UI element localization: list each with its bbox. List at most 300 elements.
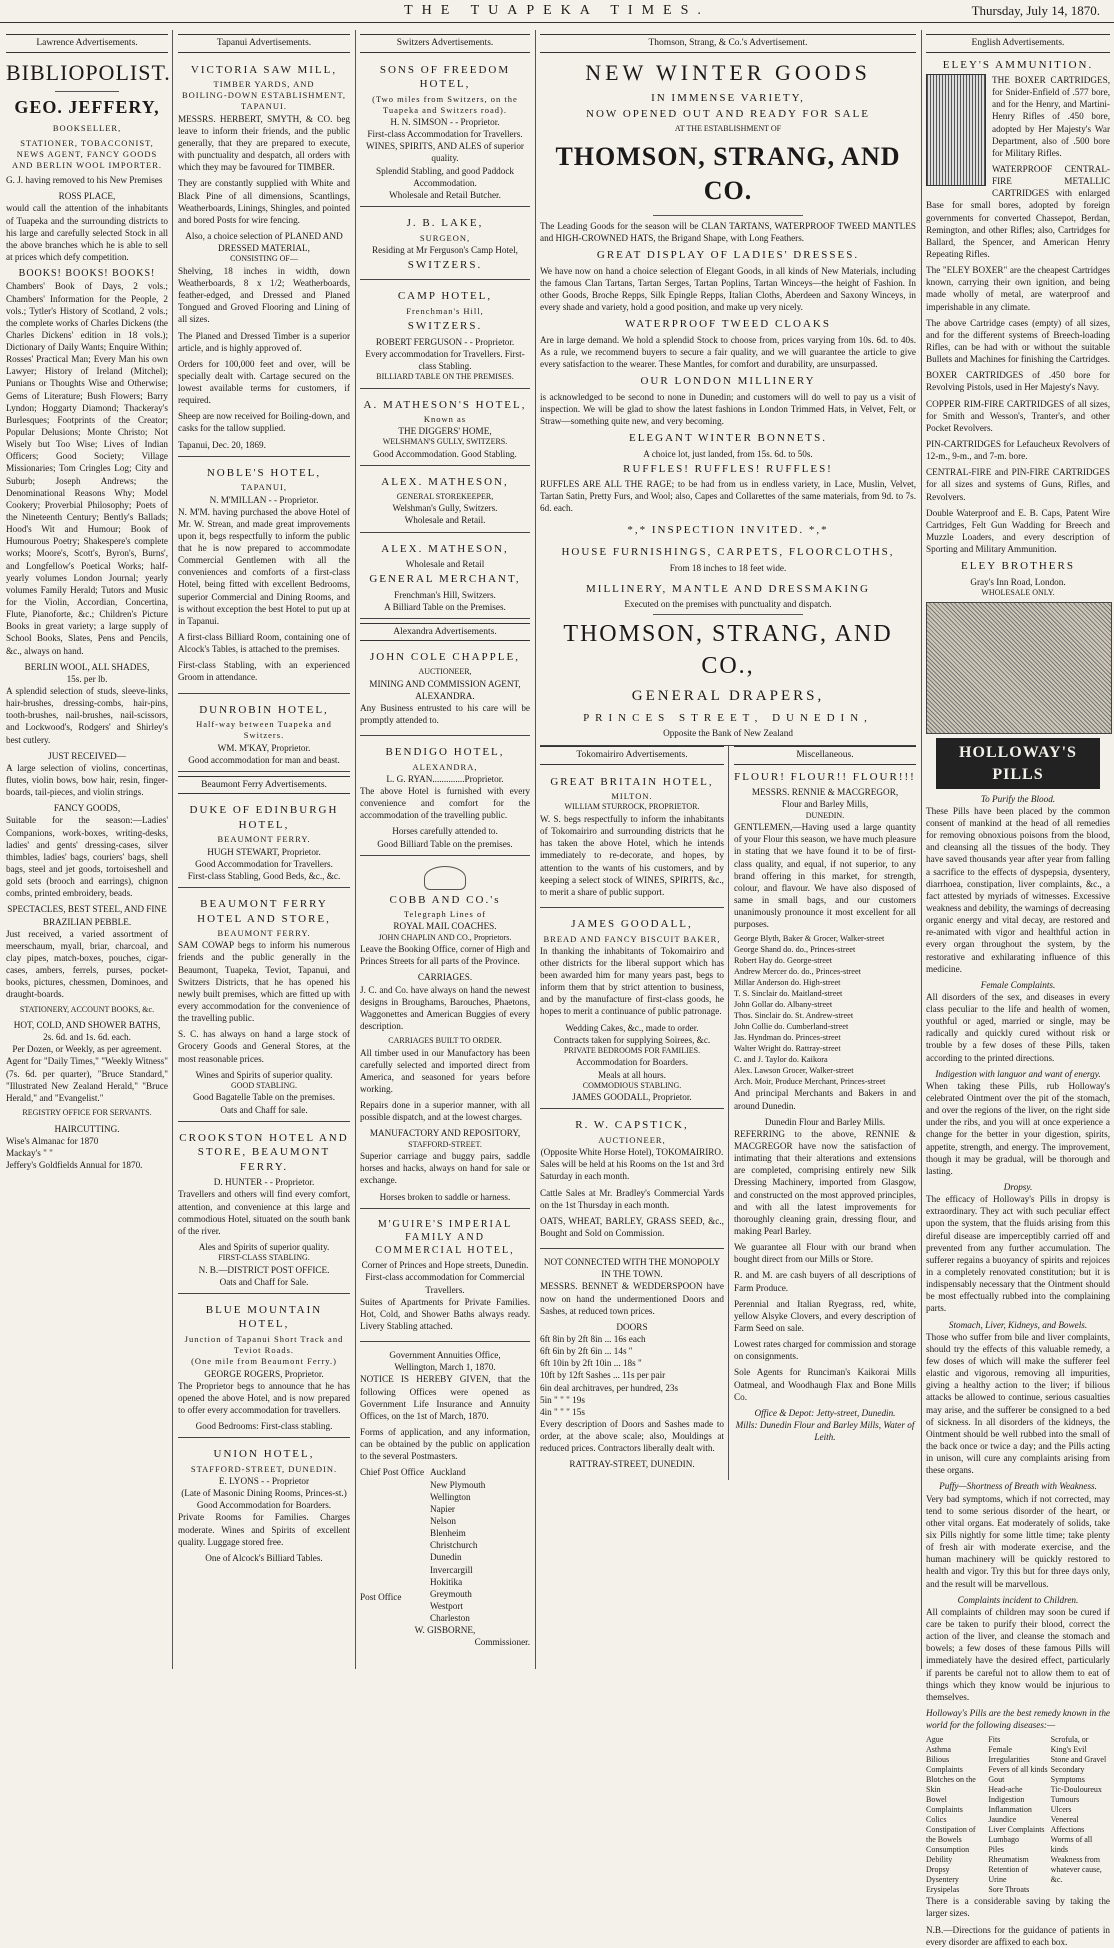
ad-capstick <box>540 1113 724 1249</box>
disease-item: Blotches on the Skin <box>926 1775 976 1795</box>
ad-subtitle: Wholesale and Retail <box>405 559 485 570</box>
proprietor: D. HUNTER - - Proprietor. <box>213 1177 315 1188</box>
ad-text: Leave the Booking Office, corner of High and Princes Streets for all parts of the Province. <box>360 944 530 967</box>
ad-subtitle: WHOLESALE ONLY. <box>981 587 1055 597</box>
ad-text: One of Alcock's Billiard Tables. <box>205 1552 323 1563</box>
office-item: Nelson <box>430 1515 457 1526</box>
ad-heading: CARRIAGES. <box>417 972 473 983</box>
ad-text: NOTICE IS HEREBY GIVEN, that the following Offices were opened as Government Life Insurance and Annuity Offices, on the 1st of March, 1870. <box>360 1374 530 1421</box>
ad-text: Good Accommodation for Boarders. <box>196 1500 332 1511</box>
ad-heading: BILLIARD TABLE ON THE PREMISES. <box>376 372 514 382</box>
ad-title: VICTORIA SAW MILL, <box>190 63 338 76</box>
office-item: Christchurch <box>430 1540 478 1551</box>
disease-item: Consumption <box>926 1845 970 1855</box>
ad-text: G. J. having removed to his New Premises <box>6 175 163 186</box>
issue-date: Thursday, July 14, 1870. <box>971 3 1100 18</box>
ad-heading: HOUSE FURNISHINGS, CARPETS, FLOORCLOTHS, <box>561 546 895 559</box>
disease-item: Bilious Complaints <box>926 1755 963 1775</box>
ad-text: Agent for "Daily Times," "Weekly Witness" (7s. 6d. per quarter), "Bruce Standard," "Illustrated New Zealand Herald," "Bruce Herald," and "Evangelist." <box>6 1056 168 1103</box>
firm-name: THOMSON, STRANG, AND CO., <box>563 621 893 680</box>
ad-text: Perennial and Italian Ryegrass, red, white, yellow Alsyke Clovers, and every description of Farm Seed on sale. <box>733 1298 916 1334</box>
ad-heading: Female Complaints. <box>980 979 1056 990</box>
ad-text: Travellers and others will find every comfort, attention, and convenience at this large and commodious Hotel, situated on the south bank of the river. <box>178 1189 350 1236</box>
firm-address: PRINCES STREET, DUNEDIN, <box>583 711 873 724</box>
ad-subtitle: SWITZERS. <box>407 320 483 333</box>
ad-text: In thanking the inhabitants of Tokomairiro and other districts for the liberal support which has been awarded him for many years past, begs to inform them that by strict attention to business, and by the manufacture of first-class goods, he hopes to merit a continuance of public patronage. <box>540 945 724 1017</box>
column-tapanui <box>178 34 350 1664</box>
column-lawrence <box>6 34 171 1664</box>
proprietor: H. N. SIMSON - - Proprietor. <box>390 117 500 127</box>
ad-subtitle: STAFFORD-STREET, DUNEDIN. <box>190 1463 338 1474</box>
ad-text: Residing at Mr Ferguson's Camp Hotel, <box>372 244 518 255</box>
column-header: Beaumont Ferry Advertisements. <box>178 776 350 795</box>
disease-item: Stone and Gravel <box>1050 1755 1107 1765</box>
office-item: New Plymouth <box>430 1479 486 1490</box>
ad-bendigo-hotel <box>360 740 530 856</box>
ad-text: W. S. begs respectfully to inform the inhabitants of Tokomairiro and surrounding districts that he has taken the above Hotel, which he intends immediately to re-decorate, and hopes, by attention to the wants of his customers, and by keeping a select stock of WINES, SPIRITS, &c., to merit a share of public support. <box>540 814 724 897</box>
ad-title: UNION HOTEL, <box>213 1448 315 1461</box>
ad-heading: Puffy—Shortness of Breath with Weakness. <box>939 1481 1097 1492</box>
signatory-title: Commissioner. <box>474 1637 530 1648</box>
ad-heading: JUST RECEIVED— <box>48 750 126 761</box>
ad-text: Private Rooms for Families. Charges moderate. Wines and Spirits of excellent quality. Luggage stored free. <box>178 1512 350 1547</box>
ad-text: MESSRS. BENNET & WEDDERSPOON have now on hand the undermentioned Doors and Sashes, at reduced town prices. <box>540 1281 724 1316</box>
column-rule <box>921 30 922 1669</box>
ad-text: Chambers' Book of Days, 2 vols.; Chambers' Information for the People, 2 vols.; Tytler's History of Scotland, 2 vols.; the complete works of Charles Dickens (the Charles Dickens' edition in 18 vols.); Dictionary of Daily Wants; Enquire Within; Rosses' Practical Man; Every Man his own Lawyer; History of Ireland (Mitchel); Punians or Thoughts Wise and Otherwise; Gems of Literature; Bush Flowers; Barry Lyndon; Hoggarty Diamond; Thackeray's Burlesques; Footprints of the Creator; Popular Delusions; Monte Christo; Not Wisely but Too Wise; Lives of Indian Officers; Good Society; Village Missionaries; Tom Cringles Log; City and Suburb; Joseph Andrews; the Denominational Reasons Why; Model Cookery; Proverbial Philosophy; Poets of the Nineteenth Century; Bently's Ballads; Hood's Wit and Humour; Book of Humourous Poetry; Shakespere's complete works; Moore's, Scott's, Byron's, Burns', and Longfellow's Poetical Works; half-yearly volumes London Journal; yearly volumes Family Herald; Tutors and Music for the Violin, Accordian, Concertina, Flute, Pianoforte, &c.; Children's Picture Books in great variety; a large supply of School Books, Slates, Pens and Pencils, &c., always on hand. <box>6 281 168 656</box>
disease-item: Asthma <box>926 1745 951 1755</box>
proprietor: N. M'MILLAN - - Proprietor. <box>209 494 319 505</box>
ad-text: Sole Agents for Runciman's Kaikorai Mills Oatmeal, and Woodhaugh Flax and Bone Mills Co. <box>733 1367 916 1402</box>
ad-text: The above Hotel is furnished with every convenience and comfort for the accommodation of the travelling public. <box>360 785 530 821</box>
column-rule <box>535 30 536 1669</box>
ad-text: The Leading Goods for the season will be CLAN TARTANS, WATERPROOF TWEED MANTLES and HIGH-CROWNED HATS, the Brigand Shape, with Long Feathers. <box>540 220 916 243</box>
ad-text: WINES, SPIRITS, AND ALES of superior quality. <box>366 141 524 164</box>
ad-text: Accommodation for Boarders. <box>575 1057 688 1068</box>
disease-item: Fits <box>988 1735 1001 1745</box>
ad-subtitle: (Opposite White Horse Hotel), TOKOMAIRIRO. <box>540 1147 724 1158</box>
disease-item: Sore Throats <box>988 1885 1030 1895</box>
office-table <box>360 1466 530 1624</box>
column-switzers <box>360 34 530 1664</box>
disease-list <box>926 1735 1110 1895</box>
ad-text: would call the attention of the inhabitants of Tuapeka and the surrounding districts to his large and carefully selected Stock in all the above branches which he is able to sell at prices which defy competition. <box>6 203 168 263</box>
disease-item: Indigestion <box>988 1795 1025 1805</box>
door-price-row: 4in " " " 15s <box>540 1406 585 1417</box>
ad-heading: N. B.—DISTRICT POST OFFICE. <box>198 1264 330 1275</box>
door-price-row: 6ft 10in by 2ft 10in ... 18s " <box>540 1358 642 1369</box>
ad-text: CENTRAL-FIRE and PIN-FIRE CARTRIDGES for all sizes and systems of Guns, Rifles, and Revolvers. <box>926 467 1110 502</box>
signer-row: Thos. Sinclair do. St. Andrew-street <box>733 1010 854 1020</box>
lower-section <box>540 745 916 1479</box>
ad-text: Holloway's Pills are the best remedy known in the world for the following diseases:— <box>926 1707 1110 1731</box>
ad-heading: OUR LONDON MILLINERY <box>640 375 816 388</box>
almanac-line: Mackay's " " <box>6 1147 53 1158</box>
disease-item: Scrofula, or King's Evil <box>1050 1735 1089 1755</box>
ad-subtitle: Government Annuities Office, <box>389 1350 501 1361</box>
signer-row: T. S. Sinclair do. Maitland-street <box>733 989 843 999</box>
office-item: Hokitika <box>430 1576 463 1587</box>
ad-address: Mills: Dunedin Flour and Barley Mills, Water of Leith. <box>735 1420 915 1443</box>
divider <box>653 215 803 216</box>
ad-alex-matheson-merchant <box>360 537 530 619</box>
ad-text: Splendid Stabling, and good Paddock Accommodation. <box>375 165 515 188</box>
ad-subtitle: Flour and Barley Mills, <box>781 799 869 810</box>
holloway-engraving-illustration <box>926 602 1112 734</box>
ad-text: THE BOXER CARTRIDGES, for Snider-Enfield of .577 bore, and for the Henry, and Martini-Henry Rifles of .450 bore, adopted by Her Majesty's War Department, also of .500 bore for Military Rifles. <box>992 75 1110 158</box>
ad-text: GENTLEMEN,—Having used a large quantity of your Flour this season, we have much pleasure in stating that we have found it to be of first-class quality, and equal, if not superior, to any brand offering in this market, for strength, colour, and flavour. We have also disposed of same in small bags, and our customers unanimously pronounce it most excellent for all purposes. <box>733 822 916 930</box>
ad-heading: Stomach, Liver, Kidneys, and Bowels. <box>948 1319 1088 1330</box>
ad-title: J. B. LAKE, <box>406 216 484 229</box>
ad-text: Wholesale and Retail. <box>404 515 486 526</box>
signer-row: Robert Hay do. George-street <box>733 956 832 966</box>
ad-subtitle: IN IMMENSE VARIETY, <box>651 91 805 104</box>
ad-address: RATTRAY-STREET, DUNEDIN. <box>569 1459 695 1470</box>
ad-title: R. W. CAPSTICK, <box>575 1119 689 1132</box>
ad-text: Wedding Cakes, &c., made to order. <box>565 1022 699 1033</box>
ad-text: First-class Accommodation for Travellers. <box>367 129 523 140</box>
ad-heading: Dropsy. <box>1003 1182 1033 1193</box>
ad-subtitle: (One mile from Beaumont Ferry.) <box>191 1356 337 1367</box>
ad-text: Horses broken to saddle or harness. <box>379 1191 511 1202</box>
disease-item: Rheumatism <box>988 1855 1029 1865</box>
trade-line: STATIONER, TOBACCONIST, NEWS AGENT, FANCY GOODS AND BERLIN WOOL IMPORTER. <box>11 137 163 170</box>
ad-subtitle: MINING AND COMMISSION AGENT, <box>369 678 521 689</box>
ad-text: Good Bagatelle Table on the premises. <box>192 1092 336 1103</box>
ad-subtitle: GENERAL MERCHANT, <box>369 573 521 586</box>
ad-text: Shelving, 18 inches in width, down Weatherboards, 8 x 1/2; Weatherboards, feather-edged, and Dressed and Planed Tongued and Groved Flooring and Lining of all sizes. <box>178 265 350 325</box>
ad-heading: RUFFLES! RUFFLES! RUFFLES! <box>623 462 833 475</box>
ad-heading: CARRIAGES BUILT TO ORDER. <box>388 1036 502 1046</box>
disease-item: Constipation of the Bowels <box>926 1825 976 1845</box>
ad-title: ELEY'S AMMUNITION. <box>942 58 1094 71</box>
ad-title: FLOUR! FLOUR!! FLOUR!!! <box>734 770 916 783</box>
ad-text: Ales and Spirits of superior quality. <box>198 1241 330 1252</box>
ad-text: We have now on hand a choice selection of Elegant Goods, in all kinds of New Materials, including the famous Clan Tartans, Tartan Serges, Tartan Poplins, Tartan Winceys—the height of Fashion. In other Goods, Broche Repps, Silk Epingle Repps, Italian Cloths, Aberdeen and Saxony Winceys, in every shade and variety, hold a good position, and make up very nicely. <box>540 265 916 312</box>
trade-line: BOOKSELLER, <box>52 123 122 134</box>
ad-text: The Proprietor begs to announce that he has opened the above Hotel, and is now prepared to offer every accommodation for travellers. <box>178 1380 350 1415</box>
ad-subtitle: (Two miles from Switzers, on the Tuapeka and Switzers road). <box>372 93 518 115</box>
ad-bennet-wedderspoon <box>540 1253 724 1475</box>
ad-text: is acknowledged to be second to none in Dunedin; and customers will do well to pay us a visit of inspection. We will be glad to show the latest fashions in London Trimmed Hats, in Velvet, Felt, or Straw—something quite new, and very becoming. <box>540 391 916 426</box>
divider <box>653 614 803 615</box>
signer-row: Millar Anderson do. High-street <box>733 978 841 988</box>
ad-cobb-and-co <box>360 860 530 1209</box>
ad-date: Tapanui, Dec. 20, 1869. <box>178 439 266 450</box>
ad-subtitle: TAPANUI, <box>241 482 287 493</box>
ad-heading: ROSS PLACE, <box>58 191 116 202</box>
divider <box>55 91 120 92</box>
ad-camp-hotel <box>360 284 530 388</box>
ad-subtitle: ROYAL MAIL COACHES. <box>393 921 497 932</box>
ad-subtitle: AUCTIONEER, <box>598 1134 666 1145</box>
disease-item: Head-ache <box>988 1785 1023 1795</box>
ad-heading: COMMODIOUS STABLING. <box>582 1080 682 1090</box>
ad-text: Meals at all hours. <box>598 1069 666 1080</box>
ad-text: Sales will be held at his Rooms on the 1st and 3rd Saturday in each month. <box>540 1159 724 1182</box>
ad-subtitle: THE DIGGERS' HOME, <box>398 426 492 437</box>
ad-heading: Dunedin Flour and Barley Mills. <box>764 1116 886 1127</box>
ad-subtitle: Known as <box>423 414 467 425</box>
column-thomson-strang <box>540 34 916 1664</box>
ad-heading: REGISTRY OFFICE FOR SERVANTS. <box>22 1108 152 1118</box>
ad-lake-surgeon <box>360 211 530 280</box>
disease-item: Debility <box>926 1855 953 1865</box>
signer-row: Arch. Moir, Produce Merchant, Princes-street <box>733 1076 886 1086</box>
disease-item: Retention of Urine <box>988 1865 1029 1885</box>
ad-subtitle: Junction of Tapanui Short Track and Teviot Roads. <box>184 1333 344 1356</box>
ad-title: CAMP HOTEL, <box>397 290 493 303</box>
ad-text: Good Accommodation. Good Stabling. <box>373 449 517 460</box>
ad-text: REFERRING to the above, RENNIE & MACGREGOR have now the satisfaction of intimating that their alterations and extensions are completed, comprising entirely new Silk Dressing Machinery, imported from Glasgow, and constructed on the most approved principles, and with all the latest improvements for thoroughly cleaning grain, dressing flour, and making Pearl Barley. <box>733 1128 916 1237</box>
ad-text: BOXER CARTRIDGES of .450 bore for Revolving Pistols, used in Her Majesty's Navy. <box>926 370 1110 393</box>
column-header: Tokomairiro Advertisements. <box>540 746 724 765</box>
proprietor: GEORGE ROGERS, Proprietor. <box>204 1368 324 1379</box>
disease-item: Liver Complaints <box>988 1825 1045 1835</box>
disease-item: Dysentery <box>926 1875 959 1885</box>
column-header: Tapanui Advertisements. <box>178 34 350 53</box>
ad-sons-of-freedom <box>360 58 530 207</box>
ad-crookston-hotel <box>178 1126 350 1294</box>
proprietor: JAMES GOODALL, Proprietor. <box>572 1092 692 1103</box>
ad-text: There is a considerable saving by taking the larger sizes. <box>926 1896 1110 1919</box>
office-item: Invercargill <box>430 1564 473 1575</box>
ad-title: BENDIGO HOTEL, <box>385 746 505 759</box>
ad-text: Those who suffer from bile and liver complaints, should try the effects of this valuable remedy, a few doses of which will make the sufferer feel elastic and vigorous, removing all impurities, giving a healthy action to the liver; if bilious attacks be allowed to continue, serious casualties may arise, and the sufferer be consigned to a bed of sickness. In all disorders of the kidneys, the Ointment should be well rubbed into the small of the back once or twice a day; and the Pills acting in unison, will cure any complaints arising from these organs. <box>926 1331 1110 1476</box>
ad-subtitle: ALEXANDRA. <box>415 690 475 701</box>
ad-title: DUNROBIN HOTEL, <box>199 703 329 716</box>
office-list <box>430 1466 485 1624</box>
ad-subtitle: Frenchman's Hill, Switzers. <box>394 589 496 600</box>
ad-text: A splendid selection of studs, sleeve-links, hair-brushes, dressing-combs, hair-pins, tooth-brushes, nail-brushes, nail-scissors, and Lockwood's, Rodgers' and Shirley's best cutlery. <box>6 686 168 745</box>
ad-text: Sheep are now received for Boiling-down, and casks for the tallow supplied. <box>178 411 350 434</box>
ad-government-annuities <box>360 1346 530 1653</box>
ad-text: Just received, a varied assortment of meerschaum, myall, briar, charcoal, and clay pipes, match-boxes, pouches, cigar-cases, ambers, ferrels, purses, pocket-books, pictures, chessmen, Dominoes, and draught-boards. <box>6 928 168 1000</box>
ad-text: All disorders of the sex, and diseases in every class peculiar to the life and health of women, youthful or aged, married or single, may be radically and quickly cured without risk or trouble by a few doses of these Pills, taken according to the printed directions. <box>926 991 1110 1063</box>
royal-crest-icon <box>424 866 466 890</box>
ad-text: Double Waterproof and E. B. Caps, Patent Wire Cartridges, Felt Gun Wadding for Breech and Muzzle Loaders, and every description of Sporting and Military Ammunition. <box>926 507 1110 555</box>
disease-item: Colics <box>926 1815 947 1825</box>
ad-text: Lowest rates charged for commission and storage on consignments. <box>733 1339 916 1362</box>
ad-subtitle: (Late of Masonic Dining Rooms, Princes-st.) <box>181 1488 347 1499</box>
ad-subtitle: AUCTIONEER, <box>418 667 472 676</box>
proprietor: WILLIAM STURROCK, PROPRIETOR. <box>564 802 700 812</box>
ad-subtitle: SWITZERS. <box>407 258 483 271</box>
ad-title: A. MATHESON'S HOTEL, <box>363 398 527 411</box>
column-english <box>926 34 1110 1947</box>
ad-address: Office & Depot: Jetty-street, Dunedin. <box>754 1407 896 1418</box>
signer-row: C. and J. Taylor do. Kaikora <box>733 1054 828 1064</box>
ad-mcguires-hotel <box>360 1213 530 1342</box>
ad-text: A choice lot, just landed, from 15s. 6d. to 50s. <box>643 448 813 459</box>
masthead <box>0 0 1114 23</box>
ad-subtitle: SURGEON, <box>419 232 471 243</box>
ad-text: COPPER RIM-FIRE CARTRIDGES of all sizes, for Smith and Wesson's, Tranter's, and other Pocket Revolvers. <box>926 398 1110 433</box>
office-item: Greymouth <box>430 1588 472 1599</box>
ad-text: Suitable for the season:—Ladies' Companions, work-boxes, writing-desks, ladies' and gents' dressing-cases, silver thimbles, ladies' bags, couriers' bags, shell bags, steel and jet goods, tortoiseshell and gold sets (brooch and earrings), chignon combs, printed embroidery, beads. <box>6 815 168 899</box>
ad-text: First-class Stabling, Good Beds, &c., &c. <box>187 870 341 881</box>
ad-text: N. M'M. having purchased the above Hotel of Mr. W. Strean, and made great improvements upon it, begs respectfully to inform the public that he is now prepared to accommodate Commercial Gentlemen with all the conveniences and comforts of a first-class Hotel, being fitted with excellent Bedrooms, superior Commercial and Dining Rooms, and is without exception the best Hotel to put up at in Tapanui. <box>178 506 350 626</box>
proprietor: L. G. RYAN..............Proprietor. <box>386 773 504 784</box>
ad-text: When taking these Pills, rub Holloway's celebrated Ointment over the pit of the stomach, and over the regions of the liver, on the right side under the ribs, and you will at once experience a change for the better in your digestion, spirits, appetite, strength, and energy. The improvement, though it may be gradual, will be thorough and lasting. <box>926 1080 1110 1176</box>
ad-text: Wines and Spirits of superior quality. <box>195 1069 333 1080</box>
ad-text: We guarantee all Flour with our brand when bought direct from our Mills or Store. <box>733 1242 916 1265</box>
signatory: W. GISBORNE, <box>414 1625 476 1636</box>
disease-item: Piles <box>988 1845 1004 1855</box>
ad-text: MESSRS. HERBERT, SMYTH, & CO. beg leave to inform their friends, and the public generally, that they are prepared to execute, with punctuality and despatch, all orders with which they may be favoured for TIMBER. <box>178 113 350 173</box>
ad-nobles-hotel <box>178 461 350 694</box>
ad-mathesons-hotel <box>360 393 530 467</box>
disease-item: Erysipelas <box>926 1885 960 1895</box>
column-rule <box>355 30 356 1669</box>
ad-title: ALEX. MATHESON, <box>381 476 509 489</box>
ad-title: ALEX. MATHESON, <box>381 542 509 555</box>
door-price-row: 6ft 8in by 2ft 8in ... 16s each <box>540 1333 646 1344</box>
ad-text: A Billiard Table on the Premises. <box>384 601 506 612</box>
ad-text: PIN-CARTRIDGES for Lefaucheux Revolvers of 12-m., 9-m., and 7-m. bore. <box>926 438 1110 462</box>
ad-heading: STATIONERY, ACCOUNT BOOKS, &c. <box>19 1004 155 1014</box>
ad-heading: FIRST-CLASS STABLING. <box>218 1253 310 1263</box>
almanac-line: Wise's Almanac for 1870 <box>6 1135 99 1146</box>
ad-text: Good Bedrooms: First-class stabling. <box>195 1421 333 1432</box>
signer-row: Andrew Mercer do. do., Princes-street <box>733 967 861 977</box>
advertiser-name: GEO. JEFFERY, <box>14 96 160 117</box>
column-header: English Advertisements. <box>926 34 1110 53</box>
ad-text: N.B.—Directions for the guidance of patients in every disorder are affixed to each box. <box>926 1924 1110 1947</box>
office-type-label: Post Office <box>360 1591 402 1602</box>
disease-item: Jaundice <box>988 1815 1017 1825</box>
ad-heading: BOOKS! BOOKS! BOOKS! <box>18 268 156 280</box>
ad-victoria-saw-mill <box>178 58 350 457</box>
price-line: 15s. per lb. <box>66 673 108 684</box>
signer-list <box>734 934 916 1087</box>
ad-text: The "ELEY BOXER" are the cheapest Cartridges known, carrying their own ignition, and being made wholly of metal, are waterproof and imperishable in any climate. <box>926 265 1110 312</box>
ad-date: Wellington, March 1, 1870. <box>394 1362 496 1373</box>
newspaper-title: THE TUAPEKA TIMES. <box>404 3 710 18</box>
ad-text: J. C. and Co. have always on hand the newest designs in Broughams, Barouches, Phaetons, Waggonettes and American Buggies of every description. <box>360 984 530 1031</box>
disease-item: Bowel Complaints <box>926 1795 963 1815</box>
ad-title: GREAT BRITAIN HOTEL, <box>550 775 714 788</box>
ad-subtitle: BOILING-DOWN ESTABLISHMENT, TAPANUI. <box>181 90 347 112</box>
ad-text: S. C. has always on hand a large stock of Grocery Goods and General Stores, at the most reasonable prices. <box>178 1029 350 1064</box>
ad-text: RUFFLES ARE ALL THE RAGE; to be had from us in endless variety, in Lace, Muslin, Velvet, Tartan Satin, Pretty Furs, and Wool; also, Capes and Collarettes of the same materials, from 9d. to 7s. 6d. each. <box>540 479 916 514</box>
ad-text: OATS, WHEAT, BARLEY, GRASS SEED, &c., Bought and Sold on Commission. <box>540 1215 724 1238</box>
ad-text: Very bad symptoms, which if not corrected, may tend to some serious disorder of the heart, or other vital organs. Eat moderately of solids, take six Pills nightly for some little time; take plenty of fresh air with moderate exercise, and the human machinery will be quickly restored to health and vigor. Try this but for three days only, and the result will be marvellous. <box>926 1493 1110 1589</box>
ad-subtitle: Telegraph Lines of <box>403 909 487 920</box>
column-header: Thomson, Strang, & Co.'s Advertisement. <box>540 34 916 53</box>
ad-title: COBB AND CO.'s <box>389 893 501 906</box>
almanac-line: Jeffery's Goldfields Annual for 1870. <box>6 1160 143 1171</box>
door-price-row: 5in " " " 19s <box>540 1394 585 1405</box>
ad-text: A large selection of violins, concertinas, flutes, violin bows, bow hair, resin, finger-boards, tail-pieces, and violin strings. <box>6 762 168 798</box>
disease-item: Gout <box>988 1775 1005 1785</box>
proprietor: WM. M'KAY, Proprietor. <box>217 742 311 753</box>
ad-subtitle: MILTON. <box>611 791 653 802</box>
ad-text: The Planed and Dressed Timber is a superior article, and is highly approved of. <box>178 330 350 353</box>
proprietor: E. LYONS - - Proprietor <box>218 1476 310 1487</box>
ad-title: JOHN COLE CHAPPLE, <box>370 651 520 664</box>
door-price-row: 6ft 6in by 2ft 6in ... 14s " <box>540 1346 633 1357</box>
ad-duke-of-edinburgh <box>178 798 350 888</box>
column-header: Miscellaneous. <box>734 746 916 765</box>
office-item: Dunedin <box>430 1552 462 1563</box>
ad-subtitle: TIMBER YARDS, AND <box>213 79 315 90</box>
ad-text: These Pills have been placed by the common consent of mankind at the head of all remedies for removing obnoxious poisons from the blood, and cleansing all the tissues of the body. They have saved thousands year after year from falling a sacrifice to the effects of dyspepsia, dysentery, diarrhoea, constipation, liver complaints, &c., a fact attested by myriads of witnesses. Excessive weakness and debility, the warnings of decreasing organic energy and vital decay, are restored and re-animated with vigor and healthful action in every organ throughout the system, by the restorative and exhilarating influence of this medicine. <box>926 805 1110 974</box>
signer-row: John Gollar do. Albany-street <box>733 999 833 1009</box>
ad-title: CROOKSTON HOTEL AND STORE, BEAUMONT FERRY. <box>179 1131 349 1173</box>
proprietor: ROBERT FERGUSON - - Proprietor. <box>375 336 515 347</box>
cartridge-box-illustration <box>926 74 986 186</box>
ad-title: JAMES GOODALL, <box>571 918 693 931</box>
disease-item: Dropsy <box>926 1865 950 1875</box>
ad-text: Horses carefully attended to. <box>392 826 498 837</box>
ad-text: Oats and Chaff for Sale. <box>219 1276 309 1287</box>
ad-heading: Complaints incident to Children. <box>957 1594 1079 1605</box>
ad-heading: GREAT DISPLAY OF LADIES' DRESSES. <box>596 249 860 262</box>
ad-subtitle: BEAUMONT FERRY. <box>217 928 311 939</box>
ad-text: From 18 inches to 18 feet wide. <box>669 562 787 573</box>
ad-text: Cattle Sales at Mr. Bradley's Commercial Yards on the 1st Thursday in each month. <box>540 1187 724 1210</box>
office-item: Wellington <box>430 1491 471 1502</box>
office-item: Blenheim <box>430 1528 466 1539</box>
signer-row: John Collie do. Cumberland-street <box>733 1021 849 1031</box>
office-item: Charleston <box>430 1613 470 1624</box>
ad-subtitle: MESSRS. RENNIE & MACGREGOR, <box>751 787 899 798</box>
office-item: Westport <box>430 1600 463 1611</box>
ad-text: They are constantly supplied with White and Black Pine of all dimensions, Scantlings, Weatherboards, Linings, Shingles, and pointed and bored Posts for wire fencing. <box>178 178 350 225</box>
ad-text: PRIVATE BEDROOMS FOR FAMILIES. <box>563 1045 701 1055</box>
column-miscellaneous <box>729 746 916 1479</box>
ad-subtitle: Half-way between Tuapeka and Switzers. <box>196 719 332 741</box>
ad-text: WATERPROOF CENTRAL-FIRE METALLIC CARTRIDGES with enlarged Base for small bores, adopted by foreign governments for converted Chassepot, Berdan, Remington, and other Rifles; also, Cartridges for Ballard, the Spencer, and American Henry Repeating Rifles. <box>926 164 1110 260</box>
ad-alex-matheson <box>360 470 530 532</box>
ad-heading: Also, a choice selection of PLANED AND DRESSED MATERIAL, <box>185 230 343 254</box>
ad-title: BIBLIOPOLIST. <box>6 59 171 85</box>
ad-heading: DOORS <box>616 1321 648 1332</box>
ad-text: The efficacy of Holloway's Pills in dropsy is extraordinary. They act with such peculiar effect upon the system, that the fluids arising from this direful disease are imperceptibly carried off and prevented from any further accumulation. The sufferer regains a buoyancy of spirits and rejoices in a completely renovated constitution; but it is indispensably necessary that the Ointment should be most effectually rubbed into the complaining parts. <box>926 1194 1110 1314</box>
ad-subtitle: ALEXANDRA, <box>412 761 478 772</box>
ad-text: Good accommodation for man and beast. <box>188 754 340 765</box>
column-header: Switzers Advertisements. <box>360 34 530 53</box>
ad-subtitle: Corner of Princes and Hope streets, Dunedin. <box>361 1260 529 1271</box>
ad-heading: ELEGANT WINTER BONNETS. <box>628 432 828 444</box>
ad-subtitle: BREAD AND FANCY BISCUIT BAKER, <box>543 933 721 944</box>
ad-text: Suites of Apartments for Private Families. Hot, Cold, and Shower Baths always ready. Livery Stabling attached. <box>360 1296 530 1331</box>
disease-item: Lumbago <box>988 1835 1019 1845</box>
ad-beaumont-ferry-hotel <box>178 892 350 1122</box>
disease-item: Worms of all kinds <box>1050 1835 1093 1855</box>
firm-name: ELEY BROTHERS <box>961 560 1075 573</box>
ad-goodall-baker <box>540 912 724 1109</box>
firm-address: Opposite the Bank of New Zealand <box>663 728 793 739</box>
ad-title: BLUE MOUNTAIN HOTEL, <box>205 1303 323 1331</box>
signer-row: George Blyth, Baker & Grocer, Walker-street <box>733 934 885 944</box>
signer-row: George Shand do. do., Princes-street <box>733 945 856 955</box>
ad-text: Repairs done in a superior manner, with all possible dispatch, and at the lowest charges. <box>360 1100 530 1123</box>
ad-heading: SPECTACLES, BEST STEEL, AND FINE BRAZILIAN PEBBLE. <box>7 904 167 927</box>
ad-text: All timber used in our Manufactory has been carefully selected and imported direct from America, and seasoned for years before working. <box>360 1047 530 1095</box>
ad-dunrobin-hotel <box>178 698 350 772</box>
signer-row: Jas. Hyndman do. Princes-street <box>733 1032 841 1042</box>
ad-heading: BERLIN WOOL, ALL SHADES, <box>24 661 150 672</box>
ad-text: Superior carriage and buggy pairs, saddle horses and hacks, always on hand for sale or exchange. <box>360 1151 530 1186</box>
ad-title: HOLLOWAY'S PILLS <box>936 738 1100 788</box>
ad-text: And principal Merchants and Bakers in and around Dunedin. <box>733 1088 916 1111</box>
ad-heading: WATERPROOF TWEED CLOAKS <box>625 318 831 331</box>
ad-text: Every description of Doors and Sashes made to order, at the above scale; also, Mouldings at reduced prices. Contractors liberally dealt with. <box>540 1418 724 1454</box>
ad-title: DUKE OF EDINBURGH HOTEL, <box>189 804 339 831</box>
door-price-row: 6in deal architraves, per hundred, 23s <box>540 1382 679 1393</box>
ad-heading: GOOD STABLING. <box>230 1080 298 1090</box>
